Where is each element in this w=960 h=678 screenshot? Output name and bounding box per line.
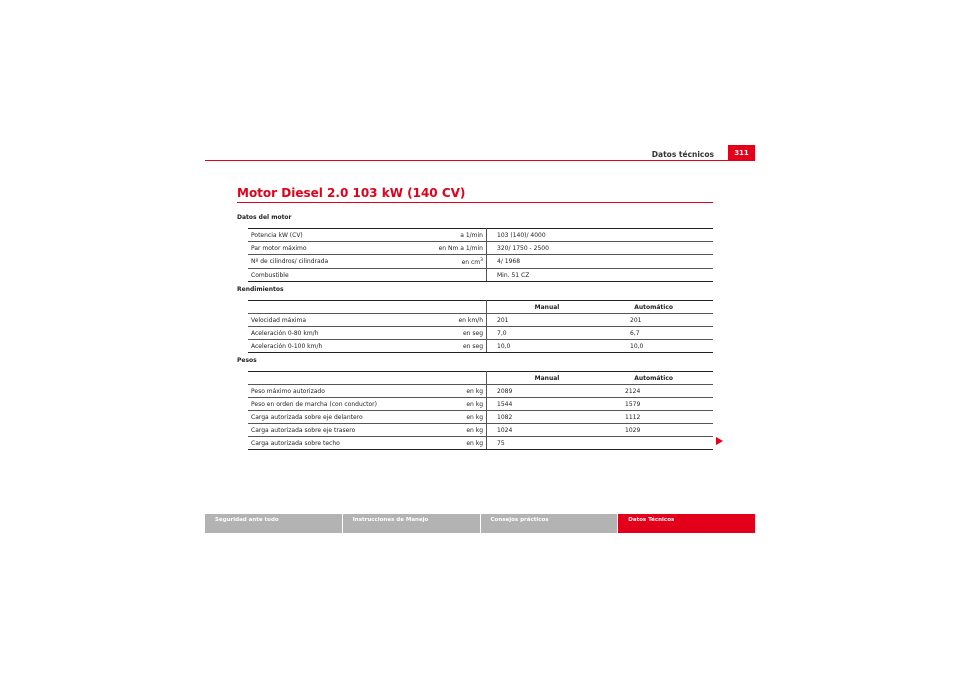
row-unit: en km/h xyxy=(400,314,487,327)
row-label: Potencia kW (CV) xyxy=(248,229,400,242)
table-row xyxy=(248,385,713,398)
footer-tab-consejos[interactable]: Consejos prácticos xyxy=(481,514,618,533)
table-row xyxy=(248,255,713,269)
row-unit: en cm xyxy=(461,258,481,266)
table-row xyxy=(248,424,713,437)
row-value-auto: 1112 xyxy=(600,411,713,424)
table-row xyxy=(248,269,713,282)
table-row xyxy=(248,242,713,255)
rendimientos-table xyxy=(248,300,713,353)
row-value: Min. 51 CZ xyxy=(487,269,714,282)
row-value-manual: 75 xyxy=(487,437,601,450)
row-unit: en kg xyxy=(400,424,487,437)
unit-superscript: 3 xyxy=(480,257,483,263)
row-value-manual: 1082 xyxy=(487,411,601,424)
row-label: Carga autorizada sobre techo xyxy=(248,437,400,450)
section-title-pesos: Pesos xyxy=(237,357,257,364)
table-row xyxy=(248,314,713,327)
row-unit: en kg xyxy=(400,385,487,398)
footer-nav xyxy=(205,514,755,533)
row-unit xyxy=(400,269,487,282)
row-value-auto xyxy=(600,437,713,450)
pesos-table xyxy=(248,371,713,450)
row-value-auto: 2124 xyxy=(600,385,713,398)
col-header-manual: Manual xyxy=(487,372,601,385)
row-label: Peso en orden de marcha (con conductor) xyxy=(248,398,400,411)
section-title-rendimientos: Rendimientos xyxy=(237,286,284,293)
row-value-auto: 6,7 xyxy=(600,327,713,340)
section-title-motor: Datos del motor xyxy=(237,214,292,221)
row-label: Carga autorizada sobre eje delantero xyxy=(248,411,400,424)
row-label: Velocidad máxima xyxy=(248,314,400,327)
row-unit: en kg xyxy=(400,437,487,450)
row-label: Carga autorizada sobre eje trasero xyxy=(248,424,400,437)
title-rule xyxy=(237,202,713,203)
row-label: Peso máximo autorizado xyxy=(248,385,400,398)
table-row xyxy=(248,398,713,411)
table-row xyxy=(248,229,713,242)
table-header-row xyxy=(248,372,713,385)
row-unit: en seg xyxy=(400,327,487,340)
table-row xyxy=(248,411,713,424)
page-number-badge: 311 xyxy=(728,145,755,161)
row-value-manual: 10,0 xyxy=(487,340,601,353)
row-value: 4/ 1968 xyxy=(487,255,714,269)
footer-tab-instrucciones[interactable]: Instrucciones de Manejo xyxy=(343,514,480,533)
header-rule xyxy=(205,160,755,161)
row-value-manual: 7,0 xyxy=(487,327,601,340)
row-label: Combustible xyxy=(248,269,400,282)
col-header-manual: Manual xyxy=(487,301,601,314)
row-value-manual: 2089 xyxy=(487,385,601,398)
row-label: Aceleración 0-80 km/h xyxy=(248,327,400,340)
table-header-row xyxy=(248,301,713,314)
continue-arrow-icon[interactable] xyxy=(716,437,723,445)
row-label: Nº de cilindros/ cilindrada xyxy=(248,255,400,269)
row-unit-cell xyxy=(400,255,487,269)
row-value-manual: 1544 xyxy=(487,398,601,411)
row-unit: en kg xyxy=(400,411,487,424)
footer-tab-seguridad[interactable]: Seguridad ante todo xyxy=(205,514,342,533)
row-label: Par motor máximo xyxy=(248,242,400,255)
row-value-auto: 10,0 xyxy=(600,340,713,353)
col-header-auto: Automático xyxy=(600,372,713,385)
row-value-manual: 201 xyxy=(487,314,601,327)
row-unit: en kg xyxy=(400,398,487,411)
row-value: 103 (140)/ 4000 xyxy=(487,229,714,242)
row-value-auto: 201 xyxy=(600,314,713,327)
header-title: Datos técnicos xyxy=(651,150,714,159)
col-header-auto: Automático xyxy=(600,301,713,314)
row-unit: a 1/min xyxy=(400,229,487,242)
row-value-manual: 1024 xyxy=(487,424,601,437)
table-row xyxy=(248,340,713,353)
row-value-auto: 1579 xyxy=(600,398,713,411)
row-unit: en seg xyxy=(400,340,487,353)
row-value-auto: 1029 xyxy=(600,424,713,437)
row-value: 320/ 1750 - 2500 xyxy=(487,242,714,255)
table-row xyxy=(248,437,713,450)
row-unit: en Nm a 1/min xyxy=(400,242,487,255)
table-row xyxy=(248,327,713,340)
page-title: Motor Diesel 2.0 103 kW (140 CV) xyxy=(237,186,466,200)
motor-table xyxy=(248,228,713,282)
row-label: Aceleración 0-100 km/h xyxy=(248,340,400,353)
footer-tab-datos-tecnicos[interactable]: Datos Técnicos xyxy=(618,514,755,533)
